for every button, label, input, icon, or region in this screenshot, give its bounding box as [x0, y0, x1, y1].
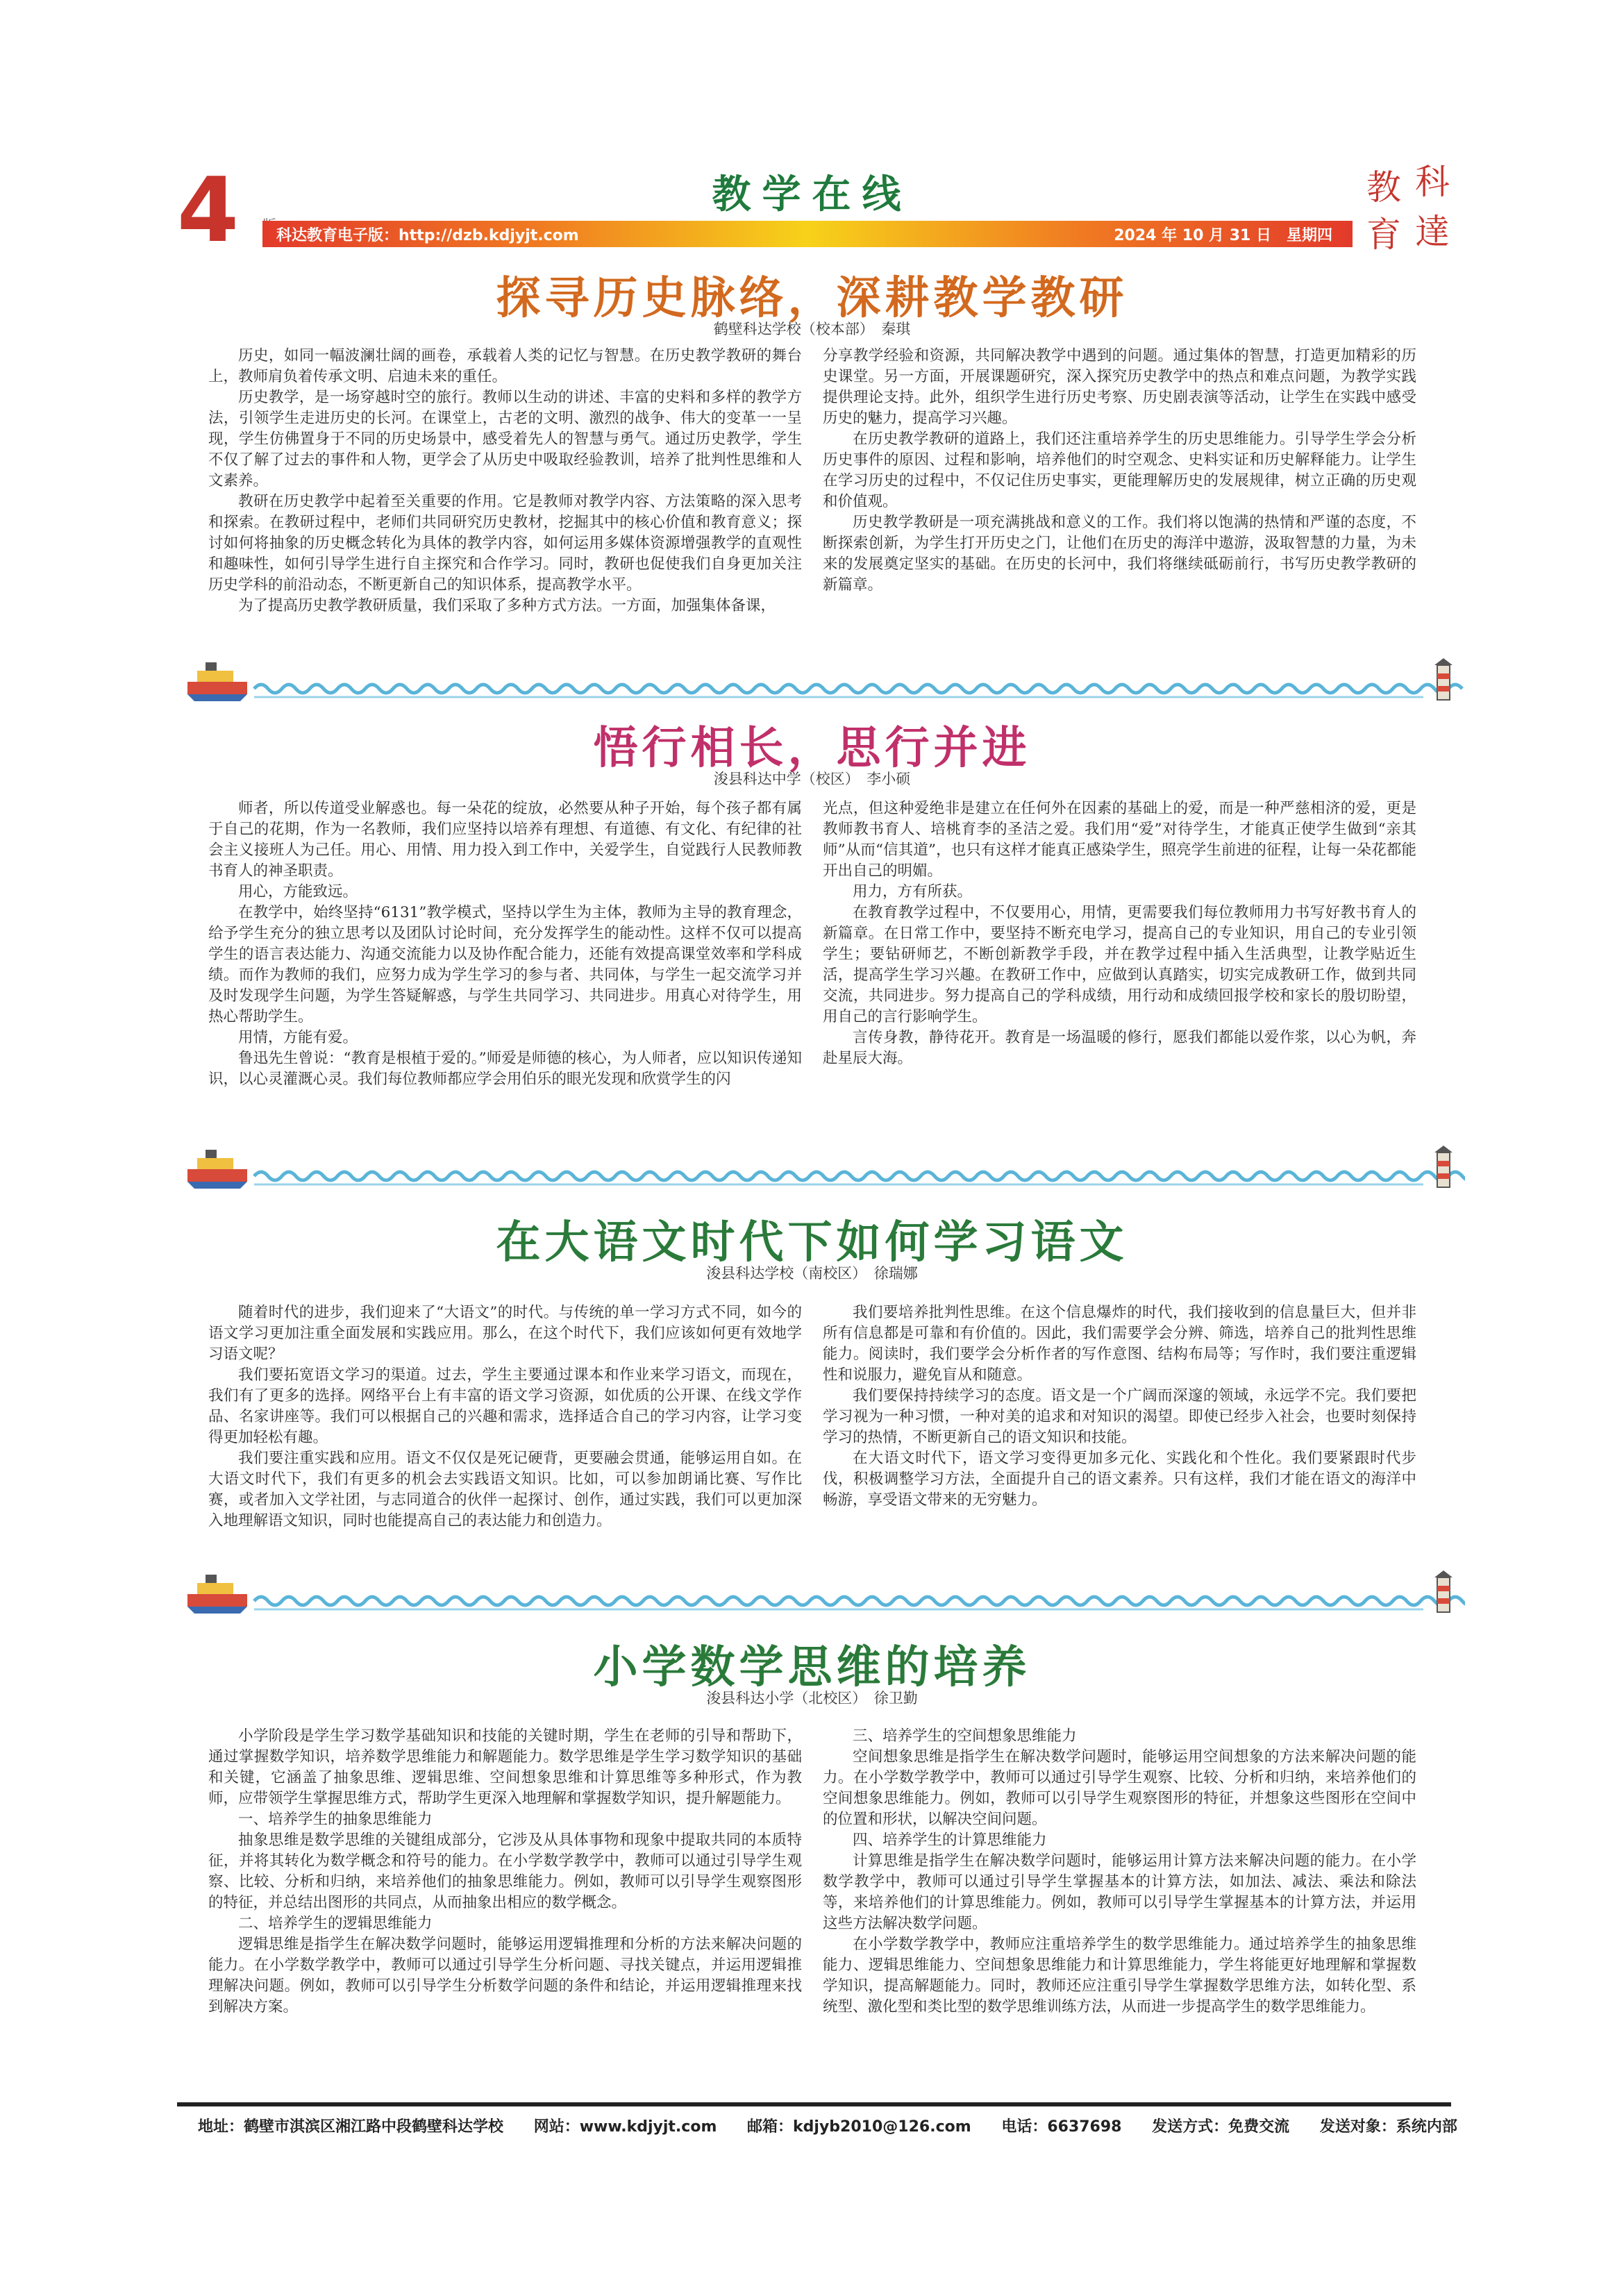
footer-address: 地址：鹤壁市淇滨区湘江路中段鹤壁科达学校 [198, 2118, 504, 2136]
paragraph: 鲁迅先生曾说：“教育是根植于爱的。”师爱是师德的核心，为人师者，应以知识传递知识，以心灵灌溉心灵。我们每位教师都应学会用伯乐的眼光发现和欣赏学生的闪 [208, 1050, 802, 1088]
paragraph: 四、培养学生的计算思维能力 [853, 1832, 1047, 1849]
paragraph: 言传身教，静待花开。教育是一场温暖的修行，愿我们都能以爱作浆，以心为帆，奔赴星辰大海。 [823, 1029, 1416, 1067]
logo-char: 科 [1415, 162, 1450, 202]
paragraph: 我们要保持持续学习的态度。语文是一个广阔而深邃的领域，永远学不完。我们要把学习视为一种习惯，一种对美的追求和对知识的渴望。即使已经步入社会，也要时刻保持学习的热情，不断更新自己的语文知识和技能。 [823, 1387, 1416, 1446]
article-column-right [823, 798, 1416, 1069]
lighthouse-icon [1434, 1146, 1453, 1187]
paragraph: 历史教学教研是一项充满挑战和意义的工作。我们将以饱满的热情和严谨的态度，不断探索创新，为学生打开历史之门，让他们在历史的海洋中遨游，汲取智慧的力量，为未来的发展奠定坚实的基础。在历史的长河中，我们将继续砥砺前行，书写历史教学教研的新篇章。 [823, 514, 1416, 594]
article-column-left [208, 1726, 802, 2018]
paragraph: 历史教学，是一场穿越时空的旅行。教师以生动的讲述、丰富的史料和多样的教学方法，引领学生走进历史的长河。在课堂上，古老的文明、激烈的战争、伟大的变革一一呈现，学生仿佛置身于不同的历史场景中，感受着先人的智慧与勇气。通过历史教学，学生不仅了解了过去的事件和人物，更学会了从历史中吸取经验教训，培养了批判性思维和人文素养。 [208, 389, 802, 489]
site-link[interactable]: 科达教育电子版：http://dzb.kdjyjt.com [276, 227, 579, 244]
article-column-left [208, 1302, 802, 1532]
ship-icon [187, 1150, 247, 1189]
article-title: 探寻历史脉络，深耕教学教研 [496, 272, 1128, 324]
wave-divider [187, 1146, 1465, 1194]
wave-divider [187, 1570, 1465, 1619]
paragraph: 我们要注重实践和应用。语文不仅仅是死记硬背，更要融会贯通，能够运用自如。在大语文时代下，我们有更多的机会去实践语文知识。比如，可以参加朗诵比赛、写作比赛，或者加入文学社团，与志同道合的伙伴一起探讨、创作，通过实践，我们可以更加深入地理解语文知识，同时也能提高自己的表达能力和创造力。 [208, 1450, 802, 1530]
paragraph: 抽象思维是数学思维的关键组成部分，它涉及从具体事物和现象中提取共同的本质特征，并将其转化为数学概念和符号的能力。在小学数学教学中，教师可以通过引导学生观察、比较、分析和归纳，来培养他们的抽象思维能力。例如，教师可以引导学生观察图形的特征，并总结出图形的共同点，从而抽象出相应的数学概念。 [208, 1832, 802, 1911]
section-title: 教学在线 [712, 171, 912, 217]
article-column-left [208, 346, 802, 617]
paragraph: 教研在历史教学中起着至关重要的作用。它是教师对教学内容、方法策略的深入思考和探索。在教研过程中，老师们共同研究历史教材，挖掘其中的核心价值和教育意义；探讨如何将抽象的历史概念转化为具体的教学内容，如何运用多媒体资源增强教学的直观性和趣味性，如何引导学生进行自主探究和合作学习。同时，教研也促使我们自身更加关注历史学科的前沿动态，不断更新自己的知识体系，提高教学水平。 [208, 493, 802, 594]
logo-char: 教 [1366, 167, 1401, 208]
paragraph: 历史，如同一幅波澜壮阔的画卷，承载着人类的记忆与智慧。在历史教学教研的舞台上，教师肩负着传承文明、启迪未来的重任。 [208, 347, 802, 385]
paragraph: 三、培养学生的空间想象思维能力 [853, 1727, 1077, 1745]
logo-char: 育 [1366, 215, 1401, 255]
wave-divider [187, 658, 1465, 707]
lighthouse-icon [1434, 658, 1453, 700]
footer-website[interactable]: 网站：www.kdjyjt.com [533, 2118, 717, 2136]
paragraph: 用情，方能有爱。 [238, 1029, 358, 1046]
lighthouse-icon [1434, 1570, 1453, 1612]
article-title: 在大语文时代下如何学习语文 [496, 1216, 1128, 1268]
article-column-right [823, 1726, 1416, 2018]
paragraph: 二、培养学生的逻辑思维能力 [238, 1915, 433, 1932]
footer-phone: 电话：6637698 [1001, 2118, 1122, 2136]
article-author: 浚县科达学校（南校区） 徐瑞娜 [706, 1265, 918, 1282]
ship-icon [187, 662, 247, 701]
paragraph: 光点，但这种爱绝非是建立在任何外在因素的基础上的爱，而是一种严慈相济的爱，更是教师教书育人、培桃育李的圣洁之爱。我们用“爱”对待学生，才能真正使学生做到“亲其师”从而“信其道”，也只有这样才能真正感染学生，照亮学生前进的征程，让每一朵花都能开出自己的明媚。 [823, 800, 1416, 880]
paragraph: 用心，方能致远。 [238, 883, 358, 900]
article-author: 浚县科达小学（北校区） 徐卫勤 [706, 1690, 918, 1707]
article-title: 悟行相长，思行并进 [593, 722, 1031, 774]
paragraph: 为了提高历史教学教研质量，我们采取了多种方式方法。一方面，加强集体备课， [238, 597, 776, 614]
paragraph: 随着时代的进步，我们迎来了“大语文”的时代。与传统的单一学习方式不同，如今的语文学习更加注重全面发展和实践应用。那么，在这个时代下，我们应该如何更有效地学习语文呢？ [208, 1304, 802, 1363]
paragraph: 逻辑思维是指学生在解决数学问题时，能够运用逻辑推理和分析的方法来解决问题的能力。在小学数学教学中，教师可以通过引导学生分析问题、寻找关键点，并运用逻辑推理解决问题。例如，教师可以引导学生分析数学问题的条件和结论，并运用逻辑推理来找到解决方案。 [208, 1936, 802, 2016]
paragraph: 我们要培养批判性思维。在这个信息爆炸的时代，我们接收到的信息量巨大，但并非所有信息都是可靠和有价值的。因此，我们需要学会分辨、筛选，培养自己的批判性思维能力。阅读时，我们要学会分析作者的写作意图、结构布局等；写作时，我们要注重逻辑性和说服力，避免盲从和随意。 [823, 1304, 1416, 1384]
article-title: 小学数学思维的培养 [593, 1641, 1031, 1693]
paragraph: 我们要拓宽语文学习的渠道。过去，学生主要通过课本和作业来学习语文，而现在，我们有了更多的选择。网络平台上有丰富的语文学习资源，如优质的公开课、在线文学作品、名家讲座等。我们可以根据自己的兴趣和需求，选择适合自己的学习内容，让学习变得更加轻松有趣。 [208, 1366, 802, 1446]
issue-date: 2024 年 10 月 31 日 星期四 [1114, 227, 1332, 244]
paragraph: 师者，所以传道受业解惑也。每一朵花的绽放，必然要从种子开始，每个孩子都有属于自己的花期，作为一名教师，我们应坚持以培养有理想、有道德、有文化、有纪律的社会主义接班人为己任。用心、用情、用力投入到工作中，关爱学生，自觉践行人民教师教书育人的神圣职责。 [208, 800, 802, 880]
paragraph: 分享教学经验和资源，共同解决教学中遇到的问题。通过集体的智慧，打造更加精彩的历史课堂。另一方面，开展课题研究，深入探究历史教学中的热点和难点问题，为教学实践提供理论支持。此外，组织学生进行历史考察、历史剧表演等活动，让学生在实践中感受历史的魅力，提高学习兴趣。 [823, 347, 1416, 427]
article-column-left [208, 798, 802, 1090]
paragraph: 一、培养学生的抽象思维能力 [238, 1811, 433, 1828]
footer-distribution: 发送方式：免费交流 [1152, 2118, 1290, 2136]
paragraph: 在教育教学过程中，不仅要用心，用情，更需要我们每位教师用力书写好教书育人的新篇章。在日常工作中，要坚持不断充电学习，提高自己的专业知识，用自己的专业引领学生；要钻研师艺，不断创新教学手段，并在教学过程中插入生活典型，让教学贴近生活，提高学生学习兴趣。在教研工作中，应做到认真踏实，切实完成教研工作，做到共同交流，共同进步。努力提高自己的学科成绩，用行动和成绩回报学校和家长的殷切盼望，用自己的言行影响学生。 [823, 904, 1416, 1025]
ship-icon [187, 1575, 247, 1614]
page-number: 4 [177, 159, 240, 262]
footer-audience: 发送对象：系统内部 [1319, 2118, 1457, 2136]
article-column-right [823, 1302, 1416, 1511]
footer [198, 2115, 1457, 2136]
paragraph: 在大语文时代下，语文学习变得更加多元化、实践化和个性化。我们要紧跟时代步伐，积极调整学习方法，全面提升自己的语文素养。只有这样，我们才能在语文的海洋中畅游，享受语文带来的无穷魅力。 [823, 1450, 1416, 1509]
paragraph: 计算思维是指学生在解决数学问题时，能够运用计算方法来解决问题的能力。在小学数学教学中，教师可以通过引导学生掌握基本的计算方法，如加法、减法、乘法和除法等，来培养他们的计算思维能力。例如，教师可以引导学生掌握基本的计算方法，并运用这些方法解决数学问题。 [823, 1852, 1416, 1932]
footer-email[interactable]: 邮箱：kdjyb2010@126.com [747, 2118, 971, 2136]
article-author: 鹤壁科达学校（校本部） 秦琪 [713, 321, 911, 337]
paragraph: 在教学中，始终坚持“6131”教学模式，坚持以学生为主体，教师为主导的教育理念，给予学生充分的独立思考以及团队讨论时间，充分发挥学生的能动性。这样不仅可以提高学生的语言表达能力、沟通交流能力以及协作配合能力，还能有效提高课堂效率和学科成绩。而作为教师的我们，应努力成为学生学习的参与者、共同体，与学生一起交流学习并及时发现学生问题，为学生答疑解惑，与学生共同学习、共同进步。用真心对待学生，用热心帮助学生。 [208, 904, 802, 1025]
paragraph: 小学阶段是学生学习数学基础知识和技能的关键时期，学生在老师的引导和帮助下，通过掌握数学知识，培养数学思维能力和解题能力。数学思维是学生学习数学知识的基础和关键，它涵盖了抽象思维、逻辑思维、空间想象思维和计算思维等多种形式，作为教师，应带领学生掌握思维方式，帮助学生更深入地理解和掌握数学知识，提升解题能力。 [208, 1727, 802, 1807]
paragraph: 用力，方有所获。 [853, 883, 973, 900]
logo-char: 達 [1415, 212, 1450, 252]
article-column-right [823, 346, 1416, 596]
footer-rule [177, 2102, 1451, 2106]
paragraph: 在历史教学教研的道路上，我们还注重培养学生的历史思维能力。引导学生学会分析历史事件的原因、过程和影响，培养他们的时空观念、史料实证和历史解释能力。让学生在学习历史的过程中，不仅记住历史事实，更能理解历史的发展规律，树立正确的历史观和价值观。 [823, 430, 1416, 510]
paragraph: 空间想象思维是指学生在解决数学问题时，能够运用空间想象的方法来解决问题的能力。在小学数学教学中，教师可以通过引导学生观察、比较、分析和归纳，来培养他们的空间想象思维能力。例如，教师可以引导学生观察图形的特征，并想象这些图形在空间中的位置和形状，以解决空间问题。 [823, 1748, 1416, 1828]
article-author: 浚县科达中学（校区） 李小硕 [713, 771, 911, 787]
paragraph: 在小学数学教学中，教师应注重培养学生的数学思维能力。通过培养学生的抽象思维能力、逻辑思维能力、空间想象思维能力和计算思维能力，学生将能更好地理解和掌握数学知识，提高解题能力。同时，教师还应注重引导学生掌握数学思维方法，如转化型、系统型、激化型和类比型的数学思维训练方法，从而进一步提高学生的数学思维能力。 [823, 1936, 1416, 2016]
kd-logo [1366, 160, 1464, 253]
